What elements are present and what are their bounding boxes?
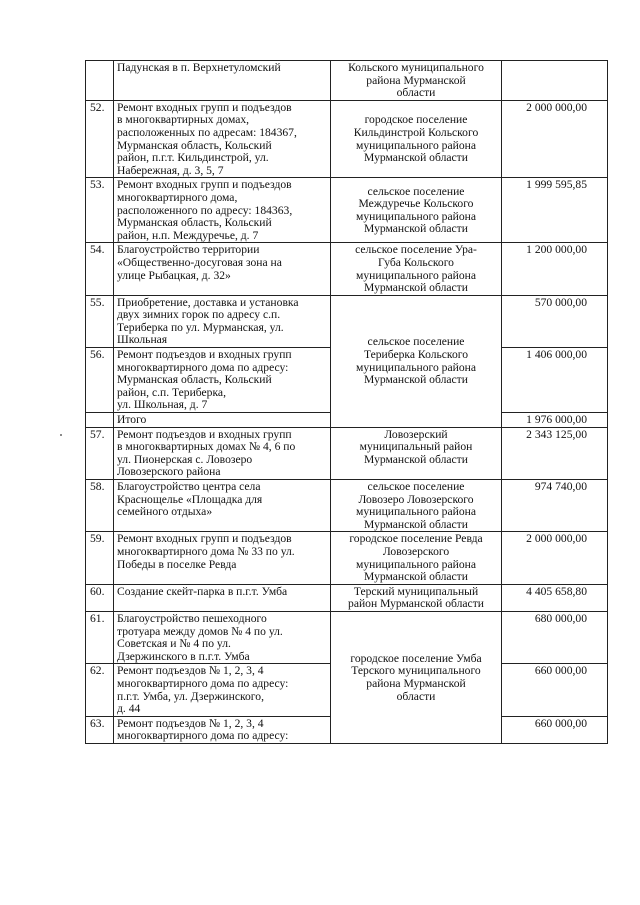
row-description: Ремонт входных групп и подъездов многоквартирного дома, расположенного по адресу: 184363, Мурманская область, Кольский район, н.п. Междуречье, д. 7	[114, 178, 331, 243]
row-amount: 1 999 595,85	[502, 178, 608, 243]
recipient-cell: Терский муниципальный район Мурманской области	[331, 584, 502, 611]
row-amount: 2 343 125,00	[502, 427, 608, 479]
table-row	[86, 532, 608, 584]
row-description: Благоустройство пешеходного тротуара между домов № 4 по ул. Советская и № 4 по ул. Дзержинского в п.г.т. Умба	[114, 611, 331, 663]
row-number: 55.	[86, 295, 114, 347]
row-amount: 2 000 000,00	[502, 100, 608, 178]
recipient-cell: сельское поселение Териберка Кольского муниципального района Мурманской области	[331, 295, 502, 427]
row-amount: 1 200 000,00	[502, 243, 608, 295]
table-row	[86, 61, 608, 101]
funding-table	[85, 60, 608, 744]
row-number: 56.	[86, 348, 114, 413]
row-amount: 680 000,00	[502, 611, 608, 663]
row-description: Благоустройство территории «Общественно-досуговая зона на улице Рыбацкая, д. 32»	[114, 243, 331, 295]
recipient-cell: сельское поселение Ура- Губа Кольского муниципального района Мурманской области	[331, 243, 502, 295]
row-description: Итого	[114, 413, 331, 428]
row-amount	[502, 61, 608, 101]
row-amount: 570 000,00	[502, 295, 608, 347]
table-row	[86, 427, 608, 479]
row-number: 62.	[86, 664, 114, 716]
table-row	[86, 480, 608, 532]
row-number	[86, 413, 114, 428]
row-amount: 660 000,00	[502, 716, 608, 743]
row-amount: 2 000 000,00	[502, 532, 608, 584]
recipient-cell: городское поселение Умба Терского муниципального района Мурманской области	[331, 611, 502, 743]
recipient-cell: Ловозерский муниципальный район Мурманской области	[331, 427, 502, 479]
table-row	[86, 100, 608, 178]
row-description: Ремонт подъездов и входных групп многоквартирного дома по адресу: Мурманская область, Кольский район, с.п. Териберка, ул. Школьная, д. 7	[114, 348, 331, 413]
row-description: Ремонт входных групп и подъездов в многоквартирных домах, расположенных по адресам: 184367, Мурманская область, Кольский район, п.г.т. Кильдинстрой, ул. Набережная, д. 3, 5, 7	[114, 100, 331, 178]
row-number: 61.	[86, 611, 114, 663]
table-row	[86, 178, 608, 243]
recipient-cell: городское поселение Ревда Ловозерского муниципального района Мурманской области	[331, 532, 502, 584]
row-amount: 4 405 658,80	[502, 584, 608, 611]
row-number: 63.	[86, 716, 114, 743]
table-row	[86, 295, 608, 347]
table-row	[86, 584, 608, 611]
row-number: 52.	[86, 100, 114, 178]
row-number: 59.	[86, 532, 114, 584]
row-description: Приобретение, доставка и установка двух зимних горок по адресу с.п. Териберка по ул. Мурманская, ул. Школьная	[114, 295, 331, 347]
row-amount: 1 976 000,00	[502, 413, 608, 428]
row-number: 57.	[86, 427, 114, 479]
row-number: 58.	[86, 480, 114, 532]
row-number	[86, 61, 114, 101]
row-amount: 1 406 000,00	[502, 348, 608, 413]
row-number: 60.	[86, 584, 114, 611]
row-description: Падунская в п. Верхнетуломский	[114, 61, 331, 101]
table-row	[86, 611, 608, 663]
recipient-cell: сельское поселение Междуречье Кольского муниципального района Мурманской области	[331, 178, 502, 243]
row-number: 53.	[86, 178, 114, 243]
scan-speck	[60, 434, 62, 436]
row-description: Ремонт подъездов № 1, 2, 3, 4 многоквартирного дома по адресу: п.г.т. Умба, ул. Дзержинского, д. 44	[114, 664, 331, 716]
row-number: 54.	[86, 243, 114, 295]
row-amount: 974 740,00	[502, 480, 608, 532]
recipient-cell: сельское поселение Ловозеро Ловозерского муниципального района Мурманской области	[331, 480, 502, 532]
row-amount: 660 000,00	[502, 664, 608, 716]
recipient-cell: городское поселение Кильдинстрой Кольского муниципального района Мурманской области	[331, 100, 502, 178]
row-description: Ремонт подъездов и входных групп в многоквартирных домах № 4, 6 по ул. Пионерская с. Ловозеро Ловозерского района	[114, 427, 331, 479]
row-description: Ремонт входных групп и подъездов многоквартирного дома № 33 по ул. Победы в поселке Ревда	[114, 532, 331, 584]
table-row	[86, 243, 608, 295]
row-description: Создание скейт-парка в п.г.т. Умба	[114, 584, 331, 611]
recipient-cell: Кольского муниципального района Мурманской области	[331, 61, 502, 101]
row-description: Ремонт подъездов № 1, 2, 3, 4 многоквартирного дома по адресу:	[114, 716, 331, 743]
row-description: Благоустройство центра села Краснощелье «Площадка для семейного отдыха»	[114, 480, 331, 532]
